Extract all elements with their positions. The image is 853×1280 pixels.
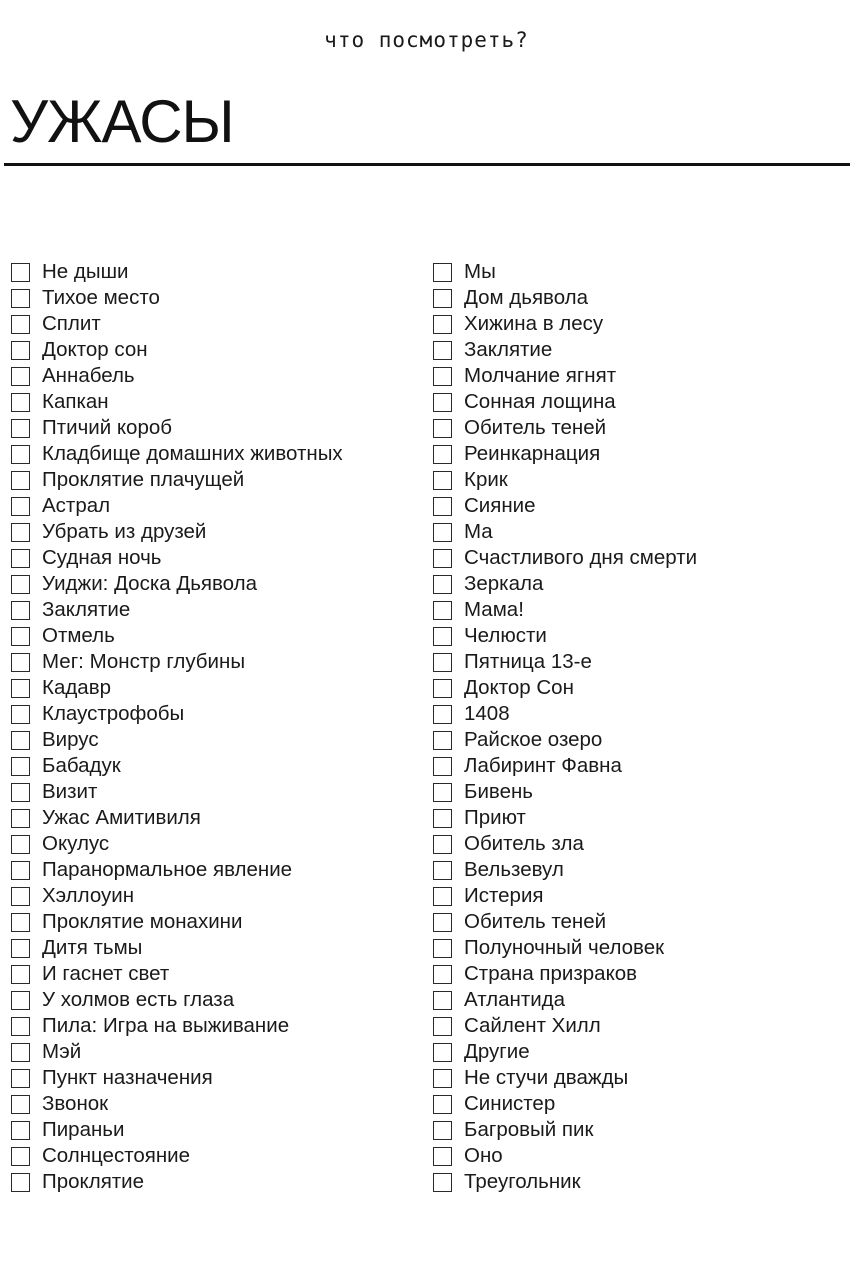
checklist-item[interactable] [11,1039,343,1065]
movie-title-label: Мег: Монстр глубины [42,650,246,673]
movie-title-label: Тихое место [42,286,160,309]
checkbox[interactable] [11,471,30,490]
checkbox[interactable] [11,783,30,802]
checkbox[interactable] [11,393,30,412]
checkbox[interactable] [433,653,452,672]
movie-title-label: Доктор сон [42,338,148,361]
checklist-item[interactable] [11,779,343,805]
movie-title-label: Атлантида [464,988,566,1011]
checkbox[interactable] [11,627,30,646]
checkbox[interactable] [11,341,30,360]
movie-title-label: Дом дьявола [464,286,589,309]
checklist-item[interactable] [433,285,697,311]
movie-title-label: Хижина в лесу [464,312,604,335]
checkbox[interactable] [11,965,30,984]
movie-title-label: И гаснет свет [42,962,170,985]
movie-title-label: Вирус [42,728,99,751]
movie-title-label: Мама! [464,598,524,621]
checklist-item[interactable] [433,1143,697,1169]
movie-title-label: Проклятие [42,1170,145,1193]
checkbox[interactable] [11,939,30,958]
checkbox[interactable] [433,965,452,984]
checkbox[interactable] [433,913,452,932]
checkbox[interactable] [433,809,452,828]
movie-title-label: Окулус [42,832,110,855]
movie-title-label: Полуночный человек [464,936,665,959]
checkbox[interactable] [433,289,452,308]
checkbox[interactable] [11,367,30,386]
checkbox[interactable] [433,939,452,958]
checklist-item[interactable] [11,1091,343,1117]
checkbox[interactable] [433,601,452,620]
checkbox[interactable] [433,1017,452,1036]
movie-title-label: Приют [464,806,526,829]
movie-list-right [433,259,697,1195]
checklist-item[interactable] [11,1169,343,1195]
checkbox[interactable] [433,367,452,386]
movie-title-label: Пункт назначения [42,1066,213,1089]
checkbox[interactable] [433,393,452,412]
movie-title-label: Солнцестояние [42,1144,191,1167]
checklist-item[interactable] [433,1091,697,1117]
checklist-item[interactable] [11,935,343,961]
movie-title-label: Сплит [42,312,101,335]
movie-title-label: Заклятие [42,598,131,621]
movie-title-label: Крик [464,468,508,491]
checkbox[interactable] [433,263,452,282]
checkbox[interactable] [11,1069,30,1088]
checkbox[interactable] [11,601,30,620]
checklist-item[interactable] [433,389,697,415]
checklist-item[interactable] [433,1039,697,1065]
checklist-item[interactable] [433,415,697,441]
checkbox[interactable] [11,1121,30,1140]
checklist-item[interactable] [11,753,343,779]
checkbox[interactable] [11,575,30,594]
checkbox[interactable] [433,991,452,1010]
checkbox[interactable] [433,1147,452,1166]
checklist-item[interactable] [11,701,343,727]
checkbox[interactable] [433,419,452,438]
movie-title-label: Реинкарнация [464,442,601,465]
checkbox[interactable] [433,1121,452,1140]
checklist-item[interactable] [433,675,697,701]
checklist-item[interactable] [433,805,697,831]
checklist-item[interactable] [11,311,343,337]
checklist-item[interactable] [433,727,697,753]
movie-title-label: Отмель [42,624,115,647]
movie-title-label: Судная ночь [42,546,162,569]
checklist-item[interactable] [433,623,697,649]
checkbox[interactable] [11,263,30,282]
checklist-item[interactable] [433,961,697,987]
movie-title-label: Другие [464,1040,530,1063]
movie-title-label: Молчание ягнят [464,364,617,387]
checklist-item[interactable] [11,883,343,909]
movie-title-label: Пятница 13-е [464,650,592,673]
movie-title-label: Обитель зла [464,832,584,855]
checkbox[interactable] [433,887,452,906]
checkbox[interactable] [11,1147,30,1166]
checkbox[interactable] [433,549,452,568]
checklist-item[interactable] [433,545,697,571]
movie-title-label: Птичий короб [42,416,172,439]
checkbox[interactable] [433,1095,452,1114]
movie-title-label: Бабадук [42,754,121,777]
checklist-item[interactable] [11,467,343,493]
checkbox[interactable] [433,315,452,334]
checkbox[interactable] [11,991,30,1010]
checklist-item[interactable] [433,519,697,545]
movie-title-label: Кладбище домашних животных [42,442,343,465]
checklist-item[interactable] [11,1065,343,1091]
checklist-item[interactable] [433,597,697,623]
checkbox[interactable] [11,861,30,880]
checklist-item[interactable] [11,363,343,389]
checklist-item[interactable] [433,649,697,675]
movie-title-label: Хэллоуин [42,884,135,907]
movie-title-label: Клаустрофобы [42,702,185,725]
movie-title-label: Треугольник [464,1170,581,1193]
checklist-item[interactable] [433,467,697,493]
movie-title-label: Сонная лощина [464,390,616,413]
checklist-item[interactable] [433,753,697,779]
checklist-item[interactable] [433,493,697,519]
checkbox[interactable] [11,913,30,932]
movie-title-label: Лабиринт Фавна [464,754,622,777]
movie-title-label: Заклятие [464,338,553,361]
checkbox[interactable] [11,887,30,906]
movie-title-label: Паранормальное явление [42,858,293,881]
checklist-item[interactable] [433,1117,697,1143]
checklist-item[interactable] [433,909,697,935]
page-subtitle: что посмотреть? [324,28,529,52]
checkbox[interactable] [433,1173,452,1192]
checklist-item[interactable] [11,597,343,623]
checkbox[interactable] [11,705,30,724]
checkbox[interactable] [433,783,452,802]
movie-title-label: Капкан [42,390,109,413]
checklist-item[interactable] [433,1065,697,1091]
checklist-item[interactable] [433,363,697,389]
checklist-item[interactable] [433,1013,697,1039]
checkbox[interactable] [11,315,30,334]
movie-title-label: Багровый пик [464,1118,594,1141]
movie-title-label: Истерия [464,884,544,907]
movie-title-label: Оно [464,1144,503,1167]
checklist-item[interactable] [11,727,343,753]
checkbox[interactable] [11,497,30,516]
page-title: УЖАСЫ [10,88,234,155]
checkbox[interactable] [11,809,30,828]
title-divider [4,163,850,166]
movie-title-label: 1408 [464,702,510,725]
checklist-item[interactable] [433,337,697,363]
checklist-item[interactable] [11,961,343,987]
checkbox[interactable] [433,471,452,490]
movie-title-label: Кадавр [42,676,111,699]
movie-title-label: Райское озеро [464,728,603,751]
movie-list-left [11,259,343,1195]
movie-title-label: Не дыши [42,260,129,283]
movie-title-label: Зеркала [464,572,544,595]
checklist-item[interactable] [11,259,343,285]
checklist-item[interactable] [11,545,343,571]
movie-title-label: Астрал [42,494,111,517]
checkbox[interactable] [433,705,452,724]
checkbox[interactable] [433,575,452,594]
checkbox[interactable] [433,757,452,776]
checklist-item[interactable] [11,1013,343,1039]
movie-title-label: Пила: Игра на выживание [42,1014,290,1037]
checkbox[interactable] [11,1173,30,1192]
movie-title-label: Страна призраков [464,962,638,985]
checklist-item[interactable] [433,883,697,909]
checklist-item[interactable] [433,441,697,467]
movie-title-label: Мэй [42,1040,82,1063]
movie-title-label: У холмов есть глаза [42,988,235,1011]
movie-title-label: Уиджи: Доска Дьявола [42,572,257,595]
checklist-item[interactable] [11,519,343,545]
checklist-item[interactable] [11,285,343,311]
movie-title-label: Обитель теней [464,910,607,933]
checklist-item[interactable] [11,493,343,519]
checklist-item[interactable] [433,571,697,597]
checkbox[interactable] [433,523,452,542]
checklist-item[interactable] [433,831,697,857]
checklist-item[interactable] [11,649,343,675]
movie-title-label: Доктор Сон [464,676,574,699]
movie-title-label: Челюсти [464,624,547,647]
movie-title-label: Пираньи [42,1118,125,1141]
checkbox[interactable] [11,757,30,776]
movie-title-label: Счастливого дня смерти [464,546,698,569]
movie-title-label: Проклятие монахини [42,910,243,933]
checkbox[interactable] [11,679,30,698]
checklist-item[interactable] [433,259,697,285]
checkbox[interactable] [433,861,452,880]
movie-title-label: Ужас Амитивиля [42,806,201,829]
checklist-item[interactable] [11,987,343,1013]
checkbox[interactable] [11,549,30,568]
checklist-item[interactable] [11,909,343,935]
checkbox[interactable] [433,731,452,750]
checklist-item[interactable] [11,623,343,649]
checklist-item[interactable] [11,415,343,441]
checklist-item[interactable] [433,779,697,805]
checkbox[interactable] [11,1017,30,1036]
checklist-item[interactable] [11,857,343,883]
checkbox[interactable] [433,341,452,360]
movie-title-label: Проклятие плачущей [42,468,245,491]
movie-title-label: Обитель теней [464,416,607,439]
checkbox[interactable] [11,731,30,750]
checkbox[interactable] [11,1095,30,1114]
checkbox[interactable] [433,1043,452,1062]
checklist-item[interactable] [433,935,697,961]
checkbox[interactable] [433,1069,452,1088]
checkbox[interactable] [433,445,452,464]
checklist-item[interactable] [11,441,343,467]
checkbox[interactable] [11,289,30,308]
movie-title-label: Не стучи дважды [464,1066,629,1089]
checkbox[interactable] [433,679,452,698]
checkbox[interactable] [11,653,30,672]
checkbox[interactable] [11,523,30,542]
checkbox[interactable] [433,497,452,516]
checklist-item[interactable] [11,805,343,831]
checkbox[interactable] [11,445,30,464]
movie-title-label: Вельзевул [464,858,564,881]
checklist-item[interactable] [11,675,343,701]
checklist-item[interactable] [433,987,697,1013]
checklist-item[interactable] [11,337,343,363]
movie-title-label: Мы [464,260,496,283]
movie-title-label: Дитя тьмы [42,936,143,959]
checklist-item[interactable] [433,311,697,337]
checklist-item[interactable] [11,571,343,597]
movie-title-label: Сияние [464,494,536,517]
movie-title-label: Сайлент Хилл [464,1014,601,1037]
checklist-item[interactable] [433,857,697,883]
movie-title-label: Бивень [464,780,533,803]
checklist-item[interactable] [433,1169,697,1195]
movie-title-label: Звонок [42,1092,109,1115]
movie-title-label: Ма [464,520,493,543]
checkbox[interactable] [433,835,452,854]
movie-title-label: Синистер [464,1092,556,1115]
checkbox[interactable] [11,1043,30,1062]
checklist-item[interactable] [433,701,697,727]
checklist-item[interactable] [11,1143,343,1169]
checklist-item[interactable] [11,389,343,415]
checkbox[interactable] [11,835,30,854]
checkbox[interactable] [11,419,30,438]
movie-title-label: Убрать из друзей [42,520,207,543]
checkbox[interactable] [433,627,452,646]
checklist-item[interactable] [11,831,343,857]
checklist-item[interactable] [11,1117,343,1143]
movie-title-label: Визит [42,780,98,803]
movie-title-label: Аннабель [42,364,135,387]
